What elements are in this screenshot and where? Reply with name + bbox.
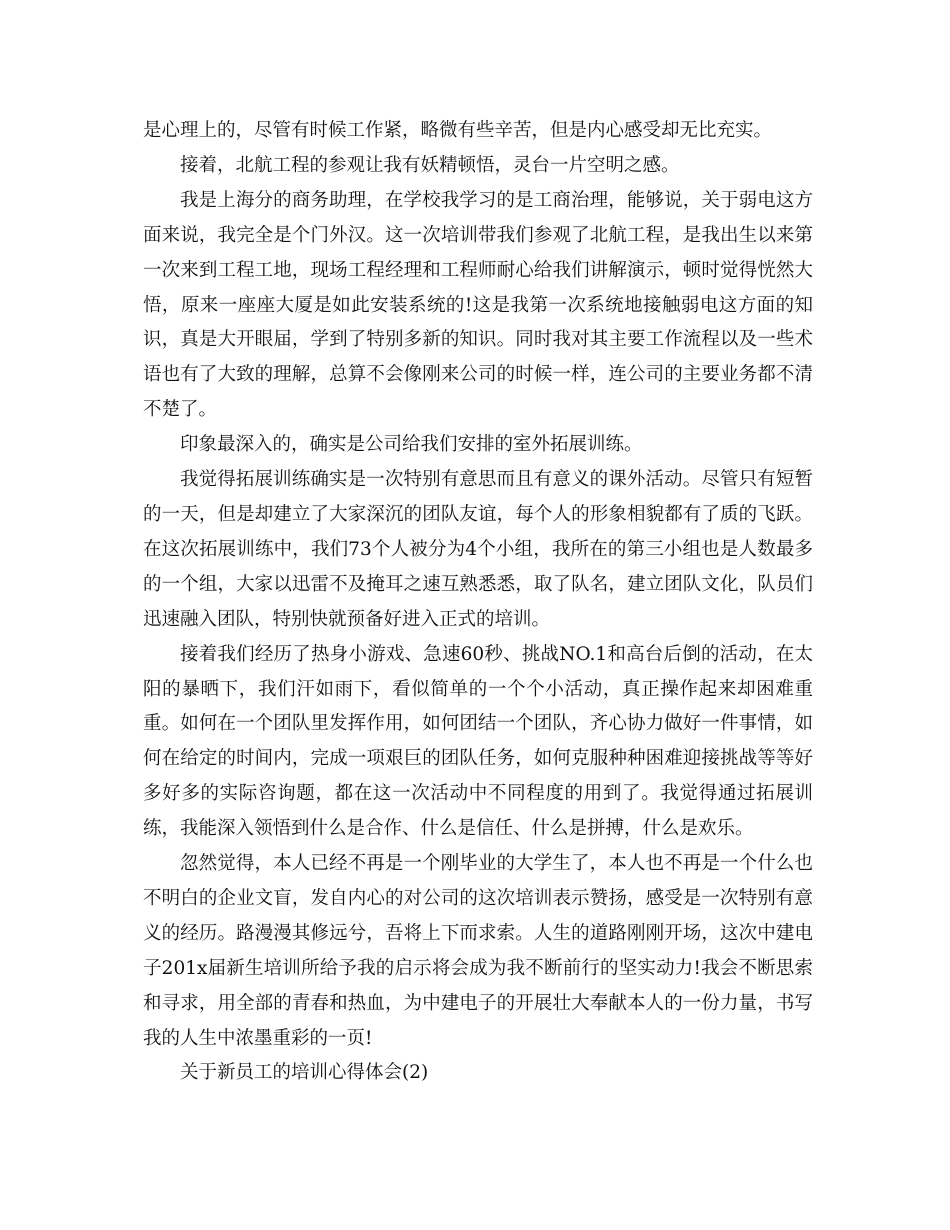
section-heading: 关于新员工的培训心得体会(2) <box>180 1062 429 1084</box>
paragraph-beihang-visit: 接着，北航工程的参观让我有妖精顿悟，灵台一片空明之感。 <box>180 154 680 176</box>
paragraph-outdoor-training-detail: 我觉得拓展训练确实是一次特别有意思而且有意义的课外活动。尽管只有短暂的一天，但是却建立了大家深沉的团队友谊，每个人的形象相貌都有了质的飞跃。在这次拓展训练中，我们73个人被分为4个小组，我所在的第三小组也是人数最多的一个组，大家以迅雷不及掩耳之速互熟悉悉，取了队名，建立团队文化，队员们迅速融入团队，特别快就预备好进入正式的培训。 <box>143 469 813 630</box>
paragraph-continuation: 是心理上的，尽管有时候工作紧，略微有些辛苦，但是内心感受却无比充实。 <box>143 120 773 141</box>
paragraph-reflection: 忽然觉得，本人已经不再是一个刚毕业的大学生了，本人也不再是一个什么也不明白的企业文盲，发自内心的对公司的这次培训表示赞扬，感受是一次特别有意义的经历。路漫漫其修远兮，吾将上下而求索。人生的道路刚刚开场，这次中建电子201x届新生培训所给予我的启示将会成为我不断前行的坚实动力!我会不断思索和寻求，用全部的青春和热血，为中建电子的开展壮大奉献本人的一份力量，书写我的人生中浓墨重彩的一页! <box>143 853 813 1049</box>
document-body <box>143 114 813 1091</box>
paragraph-training-activities: 接着我们经历了热身小游戏、急速60秒、挑战NO.1和高台后倒的活动，在太阳的暴晒下，我们汗如雨下，看似简单的一个个小活动，真正操作起来却困难重重。如何在一个团队里发挥作用，如何团结一个团队，齐心协力做好一件事情，如何在给定的时间内，完成一项艰巨的团队任务，如何克服种种困难迎接挑战等等好多好多的实际咨询题，都在这一次活动中不同程度的用到了。我觉得通过拓展训练，我能深入领悟到什么是合作、什么是信任、什么是拼搏，什么是欢乐。 <box>143 643 813 840</box>
paragraph-business-assistant: 我是上海分的商务助理，在学校我学习的是工商治理，能够说，关于弱电这方面来说，我完全是个门外汉。这一次培训带我们参观了北航工程，是我出生以来第一次来到工程工地，现场工程经理和工程师耐心给我们讲解演示，顿时觉得恍然大悟，原来一座座大厦是如此安装系统的!这是我第一次系统地接触弱电这方面的知识，真是大开眼届，学到了特别多新的知识。同时我对其主要工作流程以及一些术语也有了大致的理解，总算不会像刚来公司的时候一样，连公司的主要业务都不清不楚了。 <box>143 189 813 421</box>
paragraph-outdoor-training-intro: 印象最深入的，确实是公司给我们安排的室外拓展训练。 <box>180 434 643 456</box>
